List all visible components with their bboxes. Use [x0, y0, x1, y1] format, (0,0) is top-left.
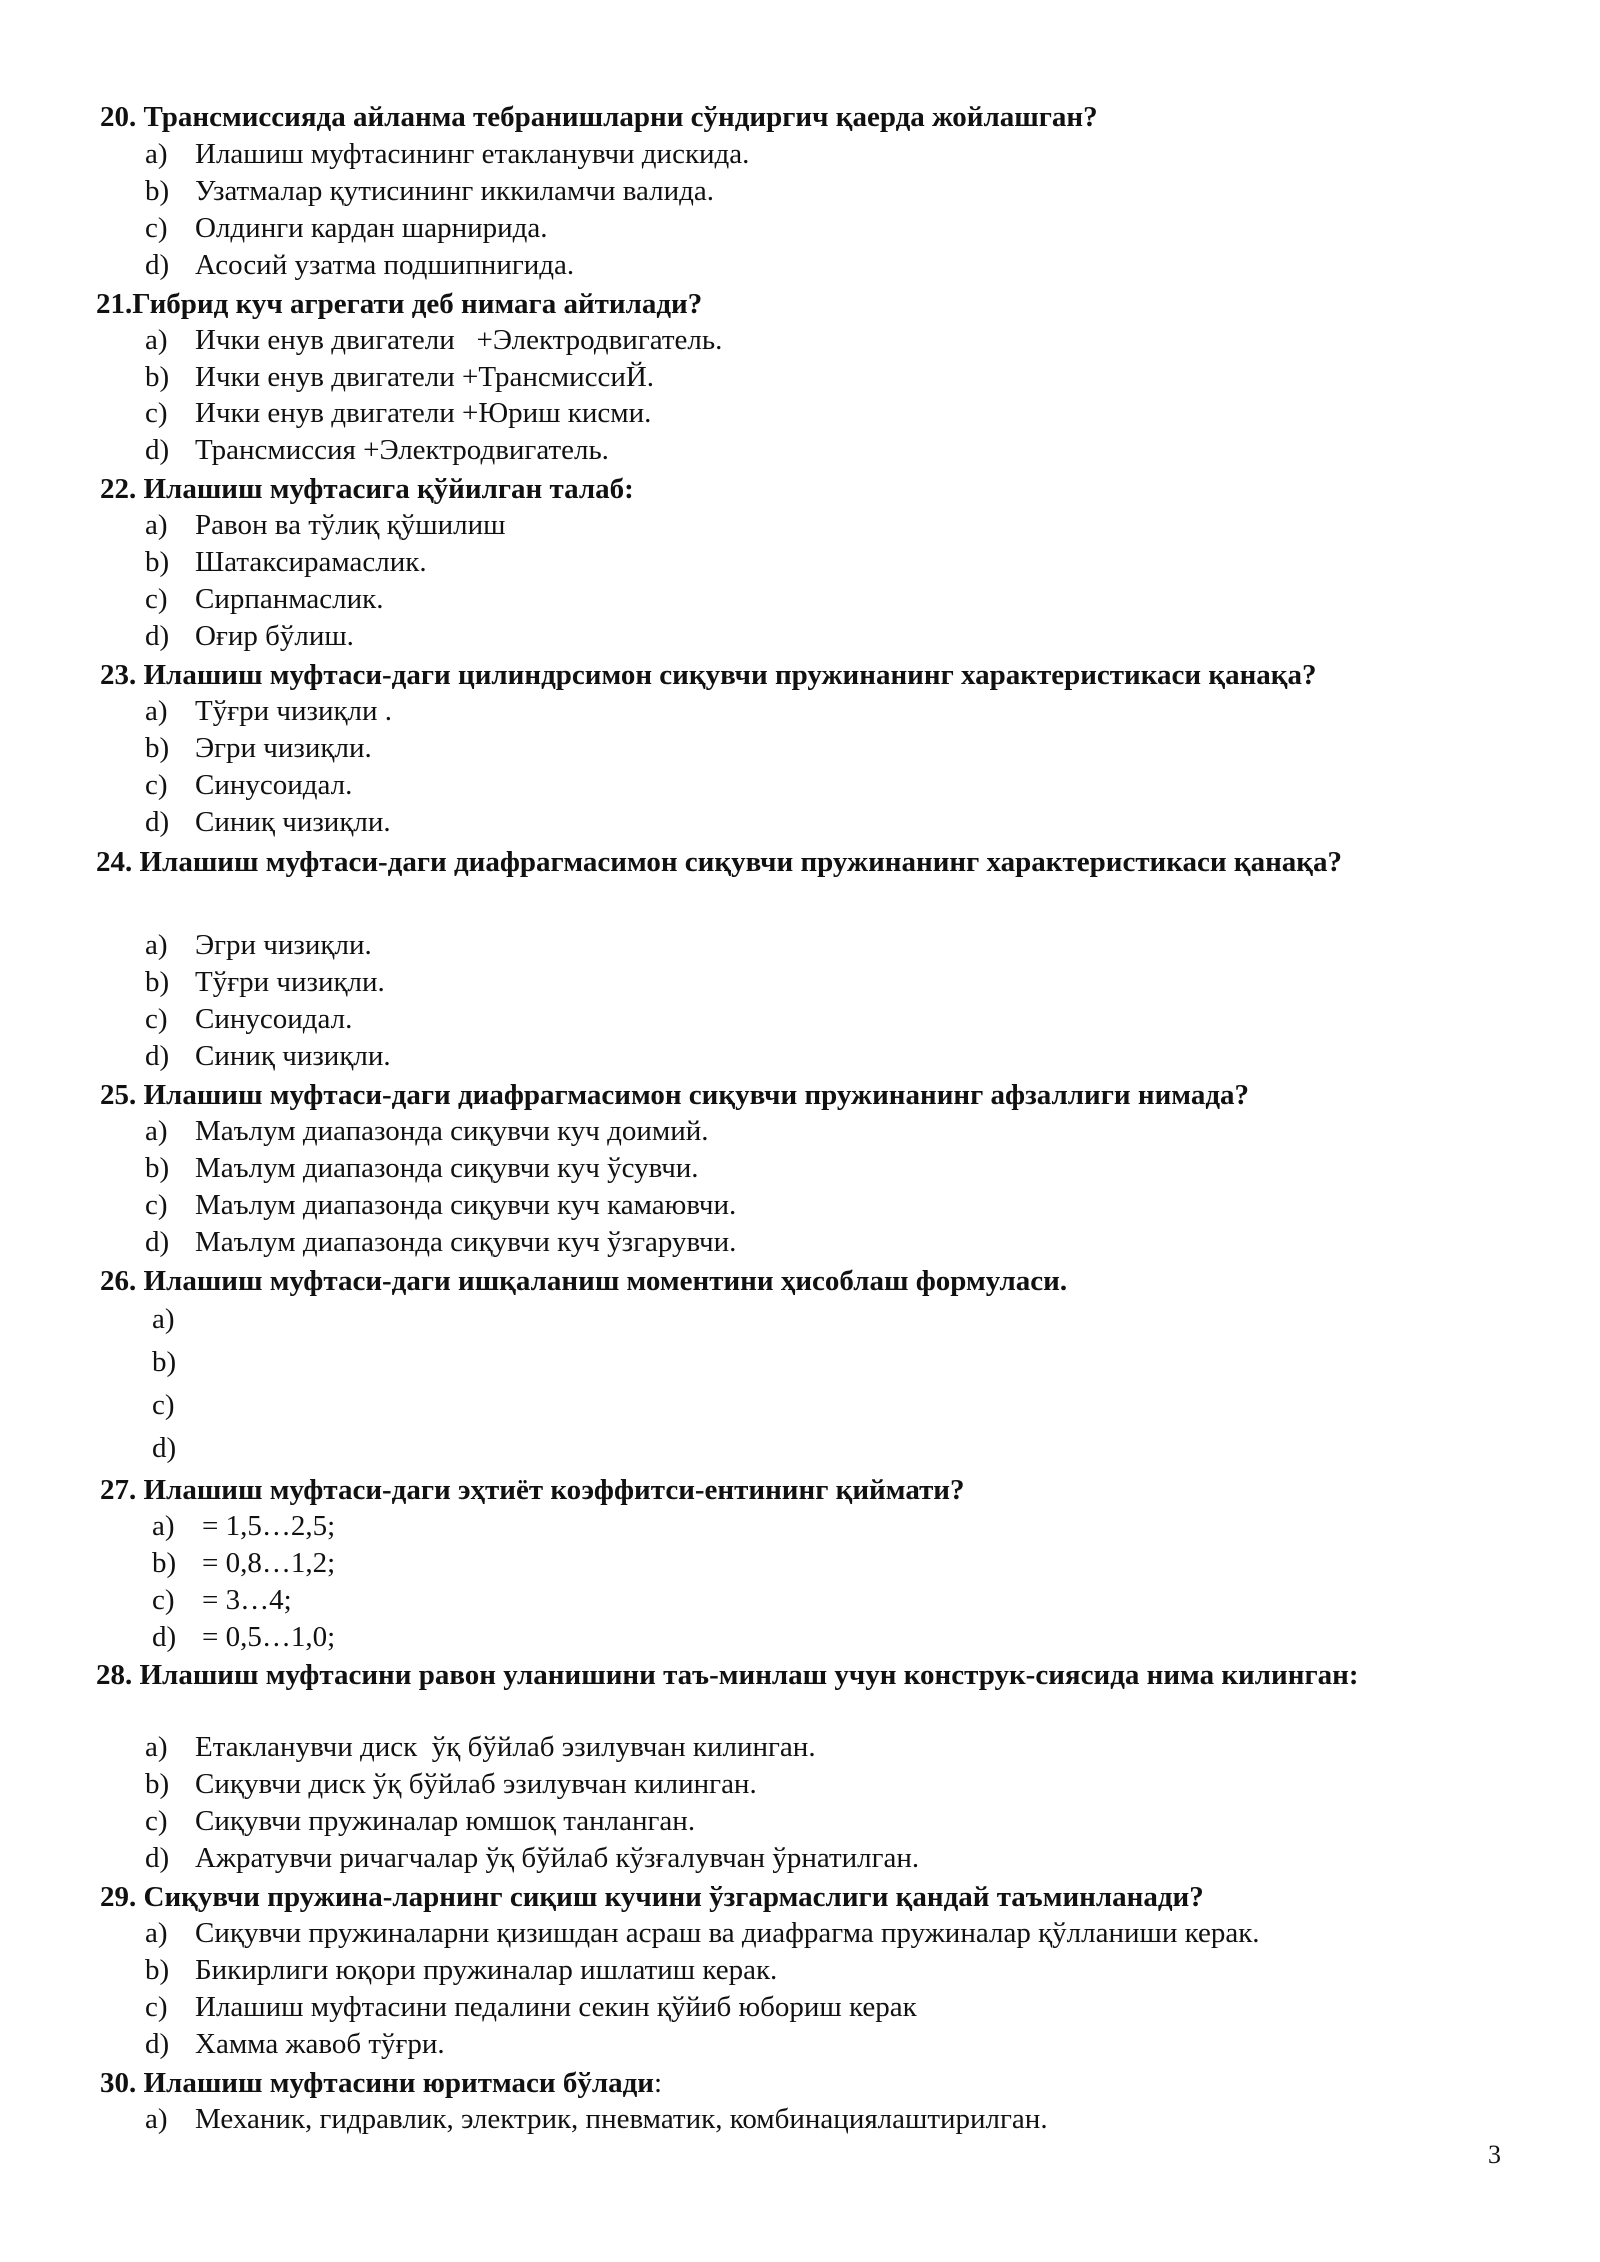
question-27: 27. Илашиш муфтаси-даги эҳтиёт коэффитси-ентининг қиймати? [100, 1474, 965, 1506]
option-29-a: a) Сиқувчи пружиналарни қизишдан асраш ва диафрагма пружиналар қўлланиши керак. [145, 1917, 1260, 1949]
option-26-a: a) [152, 1303, 175, 1335]
option-24-d: d) Синиқ чизиқли. [145, 1040, 391, 1072]
option-24-c: c) Синусоидал. [145, 1003, 353, 1035]
option-21-b: b) Ички енув двигатели +ТрансмиссиЙ. [145, 361, 655, 393]
option-21-c: c) Ички енув двигатели +Юриш кисми. [145, 397, 652, 429]
question-21: 21.Гибрид куч агрегати деб нимага айтилади? [96, 288, 703, 320]
option-20-a: a) Илашиш муфтасининг етакланувчи дискида. [145, 138, 750, 170]
option-23-d: d) Синиқ чизиқли. [145, 806, 391, 838]
option-24-b: b) Тўғри чизиқли. [145, 966, 385, 998]
option-21-d: d) Трансмиссия +Электродвигатель. [145, 434, 609, 466]
question-23: 23. Илашиш муфтаси-даги цилиндрсимон сиқувчи пружинанинг характеристикаси қанақа? [100, 659, 1317, 691]
option-23-b: b) Эгри чизиқли. [145, 732, 372, 764]
option-25-d: d) Маълум диапазонда сиқувчи куч ўзгарувчи. [145, 1226, 737, 1258]
option-29-b: b) Бикирлиги юқори пружиналар ишлатиш керак. [145, 1954, 778, 1986]
question-20: 20. Трансмиссияда айланма тебранишларни сўндиргич қаерда жойлашган? [100, 101, 1098, 133]
option-27-d: d) = 0,5…1,0; [152, 1621, 336, 1653]
option-26-b: b) [152, 1346, 177, 1378]
option-20-b: b) Узатмалар қутисининг иккиламчи валида. [145, 175, 715, 207]
option-28-b: b) Сиқувчи диск ўқ бўйлаб эзилувчан килинган. [145, 1768, 757, 1800]
option-22-c: c) Сирпанмаслик. [145, 583, 384, 615]
option-28-d: d) Ажратувчи ричагчалар ўқ бўйлаб кўзғалувчан ўрнатилган. [145, 1842, 920, 1874]
option-22-a: a) Равон ва тўлиқ қўшилиш [145, 509, 506, 541]
option-30-a: a) Механик, гидравлик, электрик, пневматик, комбинациялаштирилган. [145, 2103, 1048, 2135]
option-20-c: c) Олдинги кардан шарнирида. [145, 212, 548, 244]
option-20-d: d) Асосий узатма подшипнигида. [145, 249, 575, 281]
option-23-c: c) Синусоидал. [145, 769, 353, 801]
option-26-c: c) [152, 1389, 175, 1421]
option-24-a: a) Эгри чизиқли. [145, 929, 372, 961]
option-27-a: a) = 1,5…2,5; [152, 1510, 336, 1542]
question-25: 25. Илашиш муфтаси-даги диафрагмасимон сиқувчи пружинанинг афзаллиги нимада? [100, 1079, 1250, 1111]
option-22-b: b) Шатаксирамаслик. [145, 546, 427, 578]
page-number: 3 [1488, 2140, 1501, 2169]
option-29-c: c) Илашиш муфтасини педалини секин қўйиб юбориш керак [145, 1991, 917, 2023]
question-26: 26. Илашиш муфтаси-даги ишқаланиш моментини ҳисоблаш формуласи. [100, 1265, 1068, 1297]
option-28-c: c) Сиқувчи пружиналар юмшоқ танланган. [145, 1805, 696, 1837]
option-23-a: a) Тўғри чизиқли . [145, 695, 393, 727]
option-22-d: d) Оғир бўлиш. [145, 620, 354, 652]
option-25-c: c) Маълум диапазонда сиқувчи куч камаювчи. [145, 1189, 737, 1221]
option-27-c: c) = 3…4; [152, 1584, 292, 1616]
question-28: 28. Илашиш муфтасини равон уланишини таъ-минлаш учун конструк-сиясида нима килинган: [96, 1659, 1359, 1691]
option-26-d: d) [152, 1432, 177, 1464]
option-27-b: b) = 0,8…1,2; [152, 1547, 336, 1579]
question-30-text: 30. Илашиш муфтасини юритмаси бўлади [100, 2067, 654, 2099]
option-29-d: d) Хамма жавоб тўғри. [145, 2028, 445, 2060]
question-30-colon: : [653, 2067, 663, 2099]
question-30 [100, 2062, 1520, 2104]
option-25-b: b) Маълум диапазонда сиқувчи куч ўсувчи. [145, 1152, 699, 1184]
option-25-a: a) Маълум диапазонда сиқувчи куч доимий. [145, 1115, 709, 1147]
option-21-a: a) Ички енув двигатели +Электродвигатель. [145, 324, 723, 356]
question-24: 24. Илашиш муфтаси-даги диафрагмасимон сиқувчи пружинанинг характеристикаси қанақа? [96, 846, 1342, 878]
question-29: 29. Сиқувчи пружина-ларнинг сиқиш кучини ўзгармаслиги қандай таъминланади? [100, 1881, 1204, 1913]
option-28-a: a) Етакланувчи диск ўқ бўйлаб эзилувчан килинган. [145, 1731, 816, 1763]
question-22: 22. Илашиш муфтасига қўйилган талаб: [100, 473, 634, 505]
